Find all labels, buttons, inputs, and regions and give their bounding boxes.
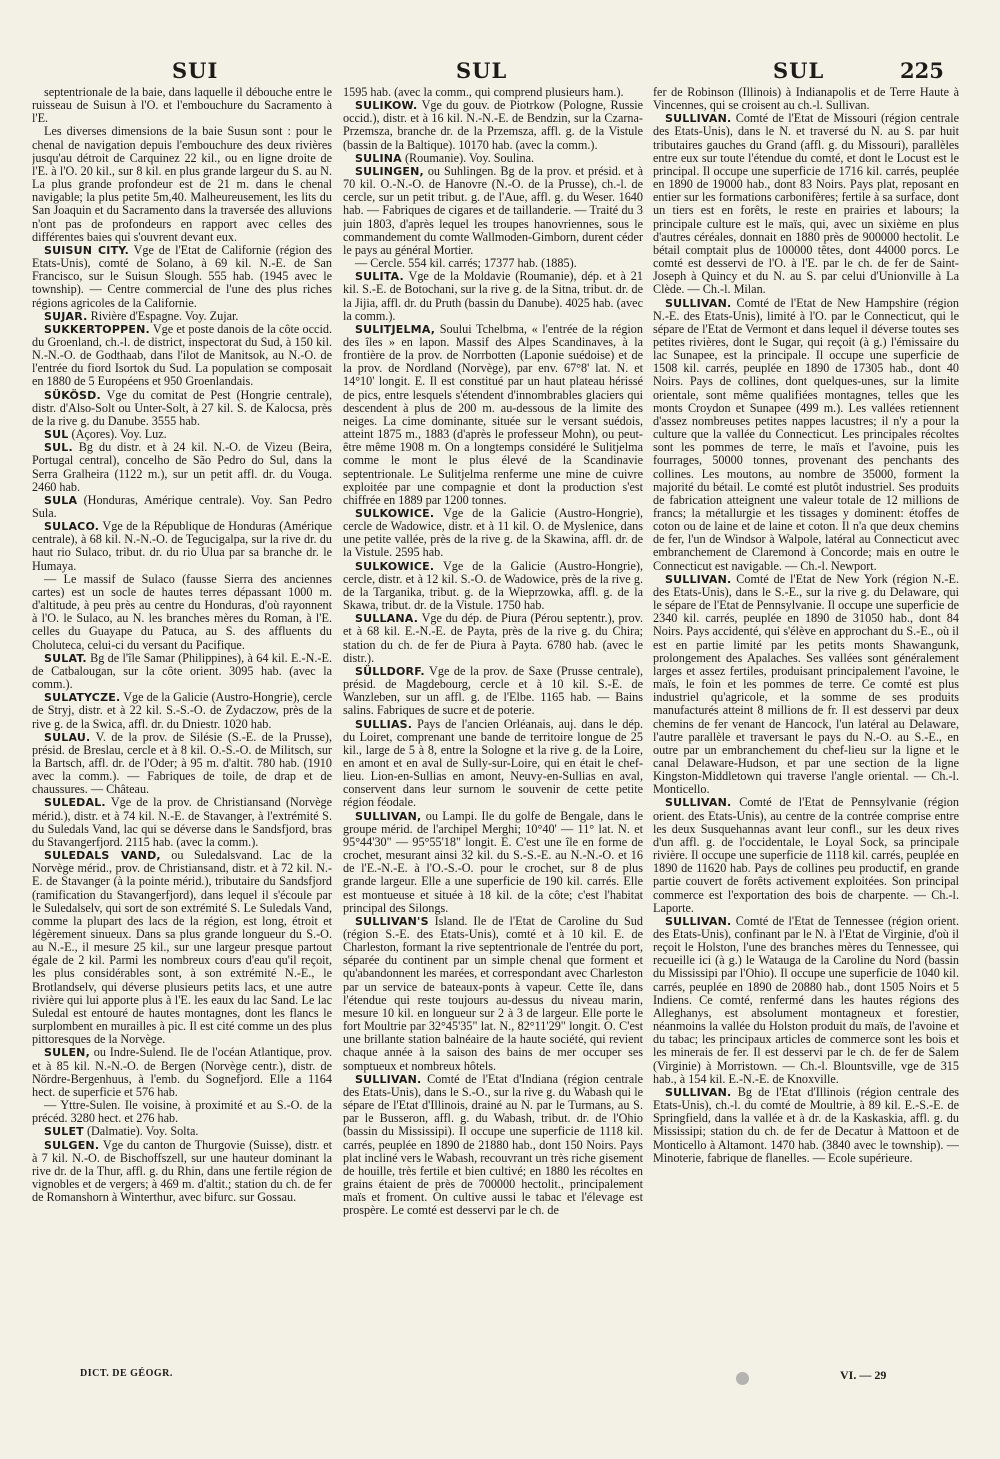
dictionary-entry — [653, 1086, 959, 1165]
entry-headword: SULAT. — [44, 651, 87, 665]
dictionary-entry — [343, 612, 643, 665]
entry-headword: SULA — [44, 493, 78, 507]
entry-text: Vge du comitat de Pest (Hongrie centrale), distr. d'Also-Solt ou Unter-Solt, à 27 kil. S. de Kalocsa, près de la rive g. du Danube. 3555 hab. — [32, 387, 332, 428]
entry-text: (Açores). Voy. Luz. — [68, 427, 167, 442]
header-left-word: SUI — [172, 58, 219, 83]
entry-text: Rivière d'Espagne. Voy. Zujar. — [87, 308, 239, 323]
dictionary-entry — [343, 915, 643, 1073]
entry-text: Comté de l'Etat de Tennessee (région orient. des Etats-Unis), confinant par le N. à l'Etat de Virginie, d'où il reçoit le Holston, l'une des branches mères du Tennessee, qui recueille ici (à g.) le Watauga de la Caroline du Nord (bassin du Mississipi par l'Ohio). Il occupe une superficie de 1040 kil. carrés, peuplée en 1890 de 20880 hab., dont 1505 Noirs et 5 Indiens. Ce comté, renfermé dans les hautes régions des Alleghanys, est absolument montagneux et forestier, néanmoins la vallée du Holston produit du maïs, de l'avoine et du tabac; les principaux articles de commerce sont les bois et les minerais de fer. Il est desservi par le ch. de fer de Salem (Virginie) à Morristown. — Ch.-l. Blountsville, vge de 315 hab., à 154 kil. E.-N.-E. de Knoxville. — [653, 913, 959, 1086]
entry-text: Vge du canton de Thurgovie (Suisse), distr. et à 7 kil. N.-O. de Bischoffszell, sur une hauteur dominant la rive dr. de la Thur, affl. g. du Rhin, dans une fertile région de vignobles et de vergers; à 469 m. d'altit.; station du ch. de fer de Romanshorn à Winterthur, avec bifurc. sur Gossau. — [32, 1137, 332, 1205]
text-column-3 — [653, 86, 959, 1361]
running-header — [0, 58, 1000, 88]
dictionary-entry — [653, 573, 959, 797]
entry-text: Comté de l'Etat d'Indiana (région centrale des Etats-Unis), dans le S.-O., sur la rive g. du Wabash qui le sépare de l'Etat d'Illinois, drainé au N. par le Turmans, au S. par le Busseron, affl. g. du Wabash, tribut. dr. de l'Ohio (bassin du Mississipi). Il occupe une superficie de 1118 kil. carrés, peuplée en 1890 de 21880 hab., dont 150 Noirs. Pays plat incliné vers le Wabash, recouvrant un très riche gisement de houille, très fertile et bien cultivé; en 1880 les récoltes en grains étaient de près de 700000 hectolit., principalement maïs et froment. On cultive aussi le tabac et l'élevage est prospère. Le comté est desservi par le ch. de — [343, 1071, 643, 1218]
dictionary-entry — [32, 125, 332, 243]
entry-text: fer de Robinson (Illinois) à Indianapolis et de Terre Haute à Vincennes, qui se croisent au ch.-l. Sullivan. — [653, 86, 959, 113]
dictionary-entry — [32, 86, 332, 125]
dictionary-entry — [32, 849, 332, 1046]
entry-headword: SUL — [44, 428, 69, 442]
entry-text: Vge de la Galicie (Austro-Hongrie), cercle de Stryj, distr. et à 22 kil. S.-S.-O. de Zydaczow, près de la rive g. de la Swica, affl. dr. du Dniestr. 1020 hab. — [32, 690, 332, 731]
entry-text: Comté de l'Etat de Missouri (région centrale des Etats-Unis), dans le N. et traversé du N. au S. par huit tributaires gauches du Grand (affl. g. du Missouri), parallèles entre eux sur toute l'étendue du comté, et dont le Locust est le principal. Il occupe une superficie de 1716 kil. carrés, peuplée en 1890 de 19000 hab., dont 83 Noirs. Pays plat, reposant en entier sur les formations carbonifères; fertile à sa surface, dont un tiers est en forêts, le reste en prairies et labours; la principale culture est le maïs, qui, avec un sixième en plus d'autres céréales, donnait en 1880 près de 900000 hectolit. Le bétail comptait plus de 100000 têtes, dont 44000 porcs. Le comté est desservi de l'O. à l'E. par le ch. de fer de Saint-Joseph à Quincy et du N. au S. par celui d'Unionville à La Clède. — Ch.-l. Milan. — [653, 111, 959, 297]
header-center-word: SUL — [456, 58, 508, 83]
entry-text: (Roumanie). Voy. Soulina. — [401, 150, 535, 165]
dictionary-entry — [653, 86, 959, 112]
entry-text: Vge de la prov. de Christiansand (Norvège mérid.), distr. et à 74 kil. N.-E. de Stavanger, à l'extrémité S. du Suledals Vand, lac qui se déverse dans le Sandsfjord, bras du Stavangerfjord. 2115 hab. (avec la comm.). — [32, 795, 332, 849]
entry-headword: SULEN, — [44, 1046, 90, 1060]
page-number: 225 — [900, 58, 944, 83]
entry-text: Bg de l'île Samar (Philippines), à 64 kil. E.-N.-E. de Catbalougan, sur la côte orient. 3095 hab. (avec la comm.). — [32, 650, 332, 692]
dictionary-entry — [343, 1073, 643, 1218]
entry-text: — Cercle. 554 kil. carrés; 17377 hab. (1885). — [355, 256, 577, 271]
entry-headword: SÜKÖSD. — [44, 388, 101, 402]
entry-headword: SULLIVAN. — [665, 796, 732, 810]
entry-text: Comté de l'Etat de Pennsylvanie (région orient. des Etats-Unis), au centre de la contrée comprise entre les deux Susquehannas avant leur confl., sur les deux rives d'un affl. g. de l'occidentale, le Loyal Sock, sa principale rivière. Il occupe une superficie de 1118 kil. carrés, peuplée en 1890 de 11620 hab. Pays de collines peu productif, en grande partie couvert de forêts activement exploitées. Son principal commerce est l'exportation des bois de charpente. — Ch.-l. Laporte. — [653, 795, 959, 915]
dictionary-entry — [32, 494, 332, 520]
entry-headword: SÜLLDORF. — [355, 664, 425, 678]
dictionary-entry — [653, 915, 959, 1086]
entry-text: ou Indre-Sulend. Ile de l'océan Atlantique, prov. et à 85 kil. N.-N.-O. de Bergen (Norvège centr.), distr. de Nördre-Bergenhuus, à l'emb. du Sognefjord. Elle a 1164 hect. de superficie et 576 hab. — [32, 1045, 332, 1099]
entry-text: Vge de la République de Honduras (Amérique centrale), à 68 kil. N.-N.-O. de Tegucigalpa, sur la rive dr. du haut rio Sulaco, tribut. dr. du rio Ulua par sa branche dr. le Humaya. — [32, 519, 332, 573]
entry-headword: SULLANA. — [355, 612, 419, 626]
entry-headword: SULITJELMA, — [355, 322, 436, 336]
entry-headword: SULLIVAN. — [665, 914, 732, 928]
entry-headword: SUJAR. — [44, 309, 88, 323]
entry-headword: SULEDAL. — [44, 796, 106, 810]
dictionary-entry — [343, 270, 643, 323]
entry-headword: SULKOWICE. — [355, 507, 435, 520]
dictionary-entry — [32, 1046, 332, 1099]
entry-headword: SULLIVAN, — [355, 809, 422, 823]
page-footer — [0, 1368, 1000, 1388]
entry-text: ou Suledalsvand. Lac de la Norvège mérid., prov. de Christiansand, distr. et à 72 kil. N.-E. de Stavanger (à la pointe mérid.), tributaire du Sandsfjord (ramification du Stavangerfjord), dans lequel il s'écoule par le Suledalselv, qui sort de son extrémité S. Le Suledals Vand, comme la plupart des lacs de la région, est long, étroit et légèrement sinueux. Dans sa plus grande longueur du S.-O. au N.-E., il mesure 25 kil., sur une largeur presque partout égale de 2 kil. Parmi les nombreux cours d'eau qu'il reçoit, les plus considérables sont, à son extrémité N.-E., le Brotlandselv, qui déverse plusieurs petits lacs, et une autre rivière qui lui apporte plus à l'E. les eaux du lac Sand. Le lac Suledal est entouré de hautes montagnes, dont les flancs le surplombent en murailles à pic. Il est cité comme un des plus pittoresques de la Norvège. — [32, 848, 332, 1047]
dictionary-entry — [32, 1099, 332, 1125]
entry-text: 1595 hab. (avec la comm., qui comprend plusieurs ham.). — [343, 86, 624, 99]
entry-text: Vge de l'Etat de Californie (région des Etats-Unis), comté de Solano, à 69 kil. N.-E. de San Francisco, sur le Suisun Slough. 555 hab. (1945 avec le township). — Centre commercial de l'une des plus riches régions agricoles de la Californie. — [32, 242, 332, 310]
footer-signature: VI. — 29 — [840, 1368, 887, 1382]
dictionary-entry — [32, 796, 332, 849]
entry-headword: SULEDALS VAND, — [44, 849, 161, 863]
dictionary-entry — [343, 507, 643, 560]
dictionary-entry — [32, 652, 332, 691]
entry-text: Soului Tchelbma, « l'entrée de la région des îles » en lapon. Massif des Alpes Scandinaves, à la frontière de la prov. de Norrbotten (Laponie suédoise) et de la prov. de Nordland (Norvège), par env. 67°8' lat. N. et 14°10' longit. E. Il est constitué par un haut plateau hérissé de pics, entre lesquels s'étendent d'innombrables glaciers qui descendent à plus de 200 m. au-dessous de la limite des neiges. La cime dominante, située sur le versant suédois, atteint 1875 m., 1883 (d'après le professeur Mohn), ou peut-être même 1908 m. On a longtemps considéré le Sulitjelma comme le mont le plus élevé de la Scandinavie septentrionale. Le Sulitjelma renferme une mine de cuivre exploitée par une compagnie et dont la production s'est chiffrée en 1889 par 1200 tonnes. — [343, 321, 643, 507]
dictionary-entry — [32, 1139, 332, 1205]
entry-headword: SULKOWICE. — [355, 559, 435, 573]
entry-headword: SULLIVAN. — [665, 572, 732, 586]
dictionary-entry — [32, 520, 332, 573]
entry-headword: SULINGEN, — [355, 164, 424, 178]
entry-text: Vge du gouv. de Piotrkow (Pologne, Russie occid.), distr. et à 16 kil. N.-N.-E. de Bendzin, sur la Czarna-Przemsza, branche dr. de la Przemsza, affl. g. de la Vistule (bassin de la Baltique). 10170 hab. (avec la comm.). — [343, 98, 643, 152]
entry-text: V. de la prov. de Silésie (S.-E. de la Prusse), présid. de Breslau, cercle et à 8 kil. O.-S.-O. de Militsch, sur la Bartsch, affl. dr. de l'Oder; à 95 m. d'altit. 780 hab. (1910 avec la comm.). — Fabriques de toile, de drap et de chaussures. — Château. — [32, 729, 332, 797]
entry-text: Vge de la prov. de Saxe (Prusse centrale), présid. de Magdebourg, cercle et à 10 kil. S.-E. de Wanzleben, sur un affl. g. de l'Elbe. 1165 hab. — Bains salins. Fabriques de sucre et de poterie. — [343, 663, 643, 718]
dictionary-entry — [32, 323, 332, 389]
dictionary-entry — [343, 323, 643, 507]
entry-headword: SULLIVAN. — [665, 296, 732, 310]
header-right-word: SUL — [773, 58, 825, 83]
entry-text: ou Suhlingen. Bg de la prov. et présid. et à 70 kil. O.-N.-O. de Hanovre (N.-O. de la Prusse), ch.-l. de cercle, sur un petit tribut. g. de l'Aue, affl. g. du Weser. 1640 hab. — Fabriques de cigares et de taillanderie. — Traité du 3 juin 1803, d'après lequel les troupes hanovriennes, sous le commandement du comte Wallmoden-Gimborn, durent céder le pays au général Mortier. — [343, 163, 643, 257]
dictionary-entry — [32, 389, 332, 428]
dictionary-entry — [343, 810, 643, 915]
entry-text: (Honduras, Amérique centrale). Voy. San Pedro Sula. — [32, 492, 332, 520]
dictionary-entry — [32, 731, 332, 797]
entry-text: — Le massif de Sulaco (fausse Sierra des anciennes cartes) est un socle de hautes terres dépassant 1000 m. d'altitude, à peu près au centre du Honduras, d'où rayonnent à l'O. le Sulaco, au N. les branches mères du Roman, à l'E. celles du Guayape du Patuca, au S. des affluents du Choluteca, celui-ci du versant du Pacifique. — [32, 571, 332, 652]
entry-headword: SUISUN CITY. — [44, 243, 130, 257]
entry-text: Bg du distr. et à 24 kil. N.-O. de Vizeu (Beira, Portugal central), concelho de São Pedro do Sul, dans la Serra Gralheira (1122 m.), sur un petit affl. dr. du Vouga. 2460 hab. — [32, 440, 332, 494]
dictionary-entry — [32, 573, 332, 652]
entry-headword: SULET — [44, 1125, 84, 1139]
entry-text: Les diverses dimensions de la baie Susun sont : pour le chenal de navigation depuis l'embouchure des deux rivières jusqu'au détroit de Carquinez 22 kil., ou en ligne droite de l'E. à l'O. 20 kil., sur 8 kil. en plus grande largeur du S. au N. La plus grande profondeur est de 21 m. dans le chenal navigable; la plus petite 5m,40. Malheureusement, les lits du San Joaquin et du Sacramento dans la traversée des alluvions n'ont pas de profondeurs en rapport avec celles des différentes baies qui s'ouvrent devant eux. — [32, 124, 332, 244]
dictionary-entry — [653, 297, 959, 573]
text-column-1 — [32, 86, 332, 1361]
entry-text: Comté de l'Etat de New York (région N.-E. des Etats-Unis), dans le S.-E., sur la rive g. du Delaware, qui le sépare de l'Etat de Pennsylvanie. Il occupe une superficie de 2340 kil. carrés, peuplée en 1890 de 31050 hab., dont 84 Noirs. Pays accidenté, qui s'élève en approchant du S.-E., où il est en partie limité par les petits monts Shawangunk, prolongement des Apalaches. Ses vallées sont généralement larges et assez fertiles, produisant principalement l'avoine, le maïs, le foin et les pommes de terre. Ce comté est plus industriel qu'agricole, et la somme de ses produits manufacturés atteint 8 millions de fr. Il est desservi par deux chemins de fer venant de Hancock, l'un latéral au Delaware, l'autre parallèle et traversant le pays du N.-O. au S.-E., en outre par un embranchement du chef-lieu sur la ligne et le canal Delaware-Hudson, et par une section de la ligne Kingston-Middletown qui traverse l'angle oriental. — Ch.-l. Monticello. — [653, 571, 959, 797]
entry-text: Pays de l'ancien Orléanais, auj. dans le dép. du Loiret, comprenant une bande de territoire longue de 25 kil., large de 5 à 8, entre la Sologne et la rive g. de la Loire, en amont et en aval de Sully-sur-Loire, qui en était le chef-lieu. Lion-en-Sullias en amont, Neuvy-en-Sullias en aval, conservent dans leur surnom le souvenir de cette petite région féodale. — [343, 716, 643, 810]
entry-headword: SULLIVAN. — [665, 1085, 732, 1099]
dictionary-entry — [653, 796, 959, 914]
dictionary-entry — [653, 112, 959, 296]
dictionary-entry — [343, 718, 643, 810]
entry-headword: SULINA — [355, 151, 402, 165]
dictionary-entry — [343, 99, 643, 152]
entry-headword: SULAU. — [44, 730, 91, 744]
entry-headword: SUKKERTOPPEN. — [44, 322, 150, 336]
entry-headword: SULLIVAN. — [665, 112, 732, 126]
entry-headword: SUL. — [44, 441, 73, 455]
entry-text: Vge de la Galicie (Austro-Hongrie), cercle de Wadowice, distr. et à 11 kil. O. de Myslenice, dans une petite vallée, près de la rive g. de la Skawina, affl. dr. de la Vistule. 2595 hab. — [343, 506, 643, 560]
entry-text: Comté de l'Etat de New Hampshire (région N.-E. des Etats-Unis), limité à l'O. par le Connecticut, qui le sépare de l'Etat de Vermont et dans lequel il déverse toutes ses petites rivières, dont le Sugar, qui reçoit (à g.) l'émissaire du lac Sunapee, est la principale. Il occupe une superficie de 1508 kil. carrés, peuplée en 1890 de 17305 hab., dont 40 Noirs. Pays de collines, dont quelques-unes, sur la limite orientale, sont même qualifiées montagnes, telles que les monts Croydon et Sunapee (499 m.). Les vallées retiennent d'assez nombreuses petites nappes lacustres; il n'y a pour la culture que la vallée du Connecticut. Les principales récoltes sont les pommes de terre, le maïs et l'avoine, puis les fourrages, 50000 tonnes, provenant des penchants des collines. Les moutons, au nombre de 35000, forment la majorité du bétail. Le comté est plutôt industriel. Ses produits de fabrication atteignent une valeur totale de 12 millions de francs; la métallurgie et les tissages y dominent: étoffes de coton ou de laine et de laine et coton. Il n'a que deux chemins de fer, l'un de Windsor à Walpole, latéral au Connecticut avec embranchement de Claremond à Concorde; mais en outre le Connecticut est navigable. — Ch.-l. Newport. — [653, 295, 959, 573]
entry-text: — Yttre-Sulen. Ile voisine, à proximité et au S.-O. de la précéd. 3280 hect. et 276 hab. — [32, 1098, 332, 1126]
entry-text: (Dalmatie). Voy. Solta. — [83, 1124, 199, 1139]
dictionary-entry — [343, 665, 643, 718]
entry-text: ou Lampi. Ile du golfe de Bengale, dans le groupe mérid. de l'archipel Merghi; 10°40' — 11° lat. N. et 95°44'30" — 95°55'18" longit. E. C'est une île en forme de crochet, mesurant ainsi 32 kil. du S.-S.-E. au N.-N.-O. et 16 de l'E.-N.-E. à l'O.-S.-O. pour le crochet, sur 8 de plus grande largeur. Elle a une superficie de 190 kil. carrés. Elle est montueuse et située à 18 kil. de la côte; c'est l'habitat principal des Silongs. — [343, 808, 643, 915]
entry-text: Vge du dép. de Piura (Pérou septentr.), prov. et à 68 kil. E.-N.-E. de Payta, près de la rive g. du Chira; station du ch. de fer de Piura à Payta. 6780 hab. (avec le distr.). — [343, 611, 643, 665]
entry-headword: SULIKOW. — [355, 99, 418, 113]
entry-headword: SULATYCZE. — [44, 691, 121, 705]
dictionary-entry — [343, 165, 643, 257]
entry-headword: SULITA. — [355, 270, 404, 284]
text-column-2 — [343, 86, 643, 1361]
dictionary-entry — [32, 244, 332, 310]
entry-headword: SULLIVAN'S — [355, 914, 429, 928]
entry-text: Vge de la Moldavie (Roumanie), dép. et à 21 kil. S.-E. de Botochani, sur la rive g. de la Sitna, tribut. dr. de la Jijia, affl. dr. du Pruth (bassin du Danube). 4025 hab. (avec la comm.). — [343, 269, 643, 323]
entry-headword: SULLIVAN. — [355, 1072, 422, 1086]
entry-text: Bg de l'Etat d'Illinois (région centrale des Etats-Unis), ch.-l. du comté de Moultrie, à 89 kil. E.-S.-E. de Springfield, dans la vallée et à dr. de la Kaskaskia, affl. g. du Mississipi; station du ch. de fer de Decatur à Mattoon et de Monticello à Altamont. 1470 hab. (3840 avec le township). — Minoterie, fabrique de flanelles. — Ecole supérieure. — [653, 1084, 959, 1165]
dictionary-entry — [343, 560, 643, 613]
footer-publication: DICT. DE GÉOGR. — [80, 1368, 173, 1379]
entry-headword: SULLIAS. — [355, 717, 413, 731]
entry-headword: SULACO. — [44, 520, 100, 534]
entry-text: Island. Ile de l'Etat de Caroline du Sud (région S.-E. des Etats-Unis), comté et à 10 kil. E. de Charleston, formant la rive septentrionale de l'entrée du port, séparée du continent par un simple chenal que forment et qu'abandonnent les marées, et correspondant avec Charleston par un service de bateaux-ponts à vapeur. Cette île, dans l'étendue qui reste toujours au-dessus du niveau marin, mesure 10 kil. en longueur sur 2 à 3 de largeur. Elle porte le fort Moultrie par 32°45'35" lat. N., 82°11'29" longit. O. C'est une brillante station balnéaire de la haute société, qui revient chaque année à la saison des bains de mer occuper ses somptueux et nombreux hôtels. — [343, 913, 643, 1073]
ink-stain — [736, 1372, 749, 1385]
dictionary-entry — [32, 441, 332, 494]
entry-headword: SULGEN. — [44, 1138, 100, 1152]
entry-text: Vge et poste danois de la côte occid. du Groenland, ch.-l. de district, inspectorat du Sud, à 150 kil. N.-N.-O. de Godthaab, dans l'ilot de Manitsok, au N.-O. de l'entrée du fiord Isortok du Sud. La population se composait en 1880 de 5 Européens et 950 Groenlandais. — [32, 321, 332, 389]
entry-text: septentrionale de la baie, dans laquelle il débouche entre le ruisseau de Suisun à l'O. et l'embouchure du Sacramento à l'E. — [32, 86, 332, 126]
entry-text: Vge de la Galicie (Austro-Hongrie), cercle, distr. et à 12 kil. S.-O. de Wadowice, près de la rive g. de la Targanika, tribut. g. de la Wieprzowka, affl. g. de la Skawa, tribut. dr. de la Vistule. 1750 hab. — [343, 558, 643, 613]
dictionary-entry — [32, 691, 332, 730]
